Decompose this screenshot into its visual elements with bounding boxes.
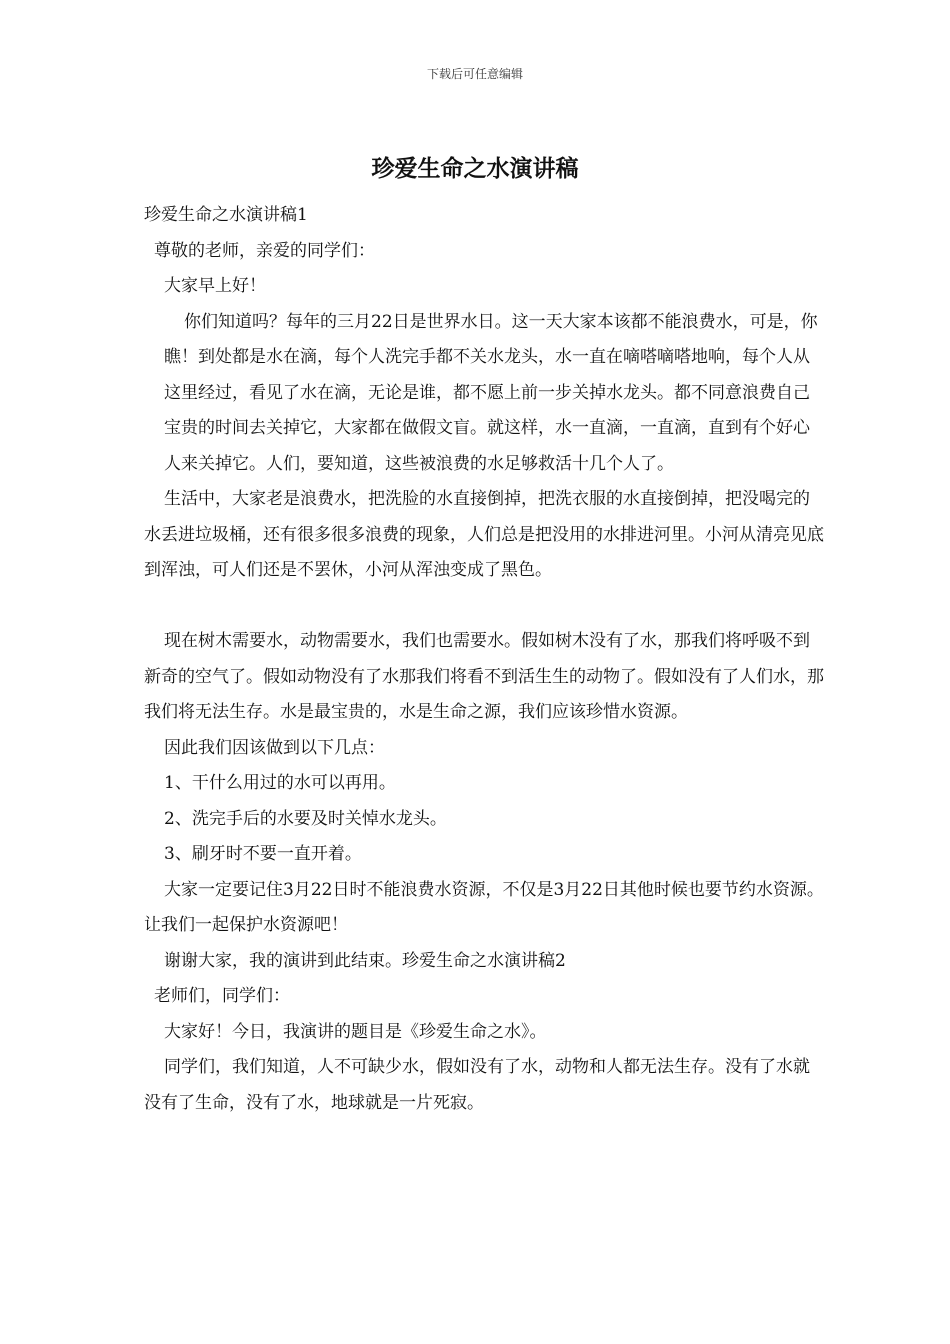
- document-title: 珍爱生命之水演讲稿: [371, 155, 579, 182]
- page-header-note: 下载后可任意编辑: [426, 67, 523, 81]
- list-item-1: 1、干什么用过的水可以再用。: [164, 773, 396, 793]
- document-body: [144, 198, 824, 1121]
- paragraph-need-water: 现在树木需要水，动物需要水，我们也需要水。假如树木没有了水，那我们将呼吸不到新奇的空气了。假如动物没有了水那我们将看不到活生生的动物了。假如没有了人们水，那我们将无法生存。水是最宝贵的，水是生命之源，我们应该珍惜水资源。: [144, 631, 824, 722]
- paragraph-remember: 大家一定要记住3月22日时不能浪费水资源，不仅是3月22日其他时候也要节约水资源。让我们一起保护水资源吧！: [144, 879, 824, 935]
- greeting-2: 大家好！今日，我演讲的题目是《珍爱生命之水》。: [164, 1021, 547, 1042]
- blank-line: [144, 589, 824, 625]
- list-intro: 因此我们因该做到以下几点：: [164, 737, 385, 758]
- paragraph-world-water-day: 你们知道吗？每年的三月22日是世界水日。这一天大家本该都不能浪费水，可是，你瞧！到处都是水在滴，每个人洗完手都不关水龙头，水一直在嘀嗒嘀嗒地响，每个人从这里经过，看见了水在滴，无论是谁，都不愿上前一步关掉水龙头。都不同意浪费自己宝贵的时间去关掉它，大家都在做假文盲。就这样，水一直滴，一直滴，直到有个好心人来关掉它。人们，要知道，这些被浪费的水足够救活十几个人了。: [164, 311, 818, 474]
- list-item-2: 2、洗完手后的水要及时关悼水龙头。: [164, 808, 447, 829]
- greeting-1: 大家早上好！: [164, 276, 266, 296]
- salutation-1: 尊敬的老师，亲爱的同学们：: [154, 240, 375, 261]
- paragraph-daily-waste: 生活中，大家老是浪费水，把洗脸的水直接倒掉，把洗衣服的水直接倒掉，把没喝完的水丢进垃圾桶，还有很多很多浪费的现象，人们总是把没用的水排进河里。小河从清亮见底到浑浊，可人们还是不罢休，小河从浑浊变成了黑色。: [144, 489, 824, 580]
- closing-and-heading-2: 谢谢大家，我的演讲到此结束。珍爱生命之水演讲稿2: [164, 950, 566, 971]
- list-item-3: 3、刷牙时不要一直开着。: [164, 844, 362, 864]
- salutation-2: 老师们，同学们：: [154, 986, 290, 1006]
- paragraph-cannot-live-without-water: 同学们，我们知道，人不可缺少水，假如没有了水，动物和人都无法生存。没有了水就没有了生命，没有了水，地球就是一片死寂。: [144, 1057, 810, 1113]
- section-heading-1: 珍爱生命之水演讲稿1: [144, 205, 308, 225]
